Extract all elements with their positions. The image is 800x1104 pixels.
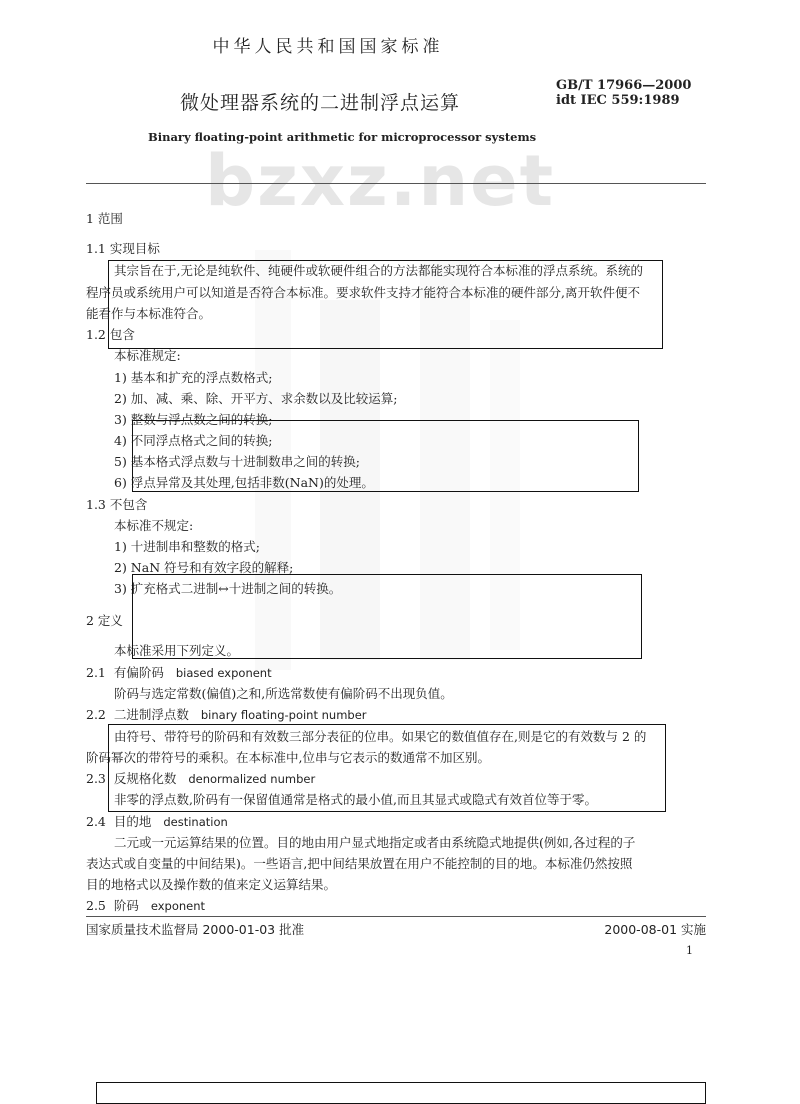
definition-term-english: exponent bbox=[150, 899, 206, 913]
highlight-box bbox=[132, 420, 639, 492]
document-title: 微处理器系统的二进制浮点运算 bbox=[180, 92, 461, 114]
definition-term-english: destination bbox=[163, 815, 228, 829]
watermark: bzxz.net bbox=[205, 140, 556, 222]
definition-heading bbox=[86, 706, 706, 724]
definition-number: 2.3 bbox=[86, 771, 106, 786]
list-item: 6) 浮点异常及其处理,包括非数(NaN)的处理。 bbox=[114, 475, 374, 490]
paragraph-line: 本标准采用下列定义。 bbox=[114, 643, 240, 658]
approval-line: 国家质量技术监督局 2000-01-03 批准 bbox=[86, 922, 305, 937]
definition-term-english: binary floating-point number bbox=[200, 708, 367, 722]
paragraph-line: 表达式或自变量的中间结果)。一些语言,把中间结果放置在用户不能控制的目的地。本标准仍然按照 bbox=[86, 856, 633, 871]
definition-number: 2.5 bbox=[86, 898, 106, 913]
effective-date: 2000-08-01 实施 bbox=[604, 922, 706, 937]
next-page-frame bbox=[96, 1082, 706, 1104]
definition-term: 二进制浮点数 bbox=[113, 707, 189, 722]
paragraph-line: 非零的浮点数,阶码有一保留值通常是格式的最小值,而且其显式或隐式有效首位等于零。 bbox=[114, 792, 597, 807]
section-1-heading: 1 范围 bbox=[86, 211, 123, 226]
list-item: 3) 扩充格式二进制↔十进制之间的转换。 bbox=[114, 581, 342, 596]
highlight-box bbox=[108, 724, 666, 812]
footer-divider bbox=[86, 916, 706, 917]
paragraph-line: 其宗旨在于,无论是纯软件、纯硬件或软硬件组合的方法都能实现符合本标准的浮点系统。系统的 bbox=[114, 263, 643, 278]
section-1-2-heading: 1.2 包含 bbox=[86, 327, 135, 342]
definition-term: 阶码 bbox=[113, 898, 139, 913]
section-2-heading: 2 定义 bbox=[86, 613, 123, 628]
list-item: 1) 十进制串和整数的格式; bbox=[114, 539, 261, 554]
definition-heading bbox=[86, 813, 706, 831]
definition-number: 2.4 bbox=[86, 814, 106, 829]
standard-code: GB/T 17966—2000 idt IEC 559:1989 bbox=[556, 78, 692, 108]
list-item: 2) 加、减、乘、除、开平方、求余数以及比较运算; bbox=[114, 391, 398, 406]
definition-heading bbox=[86, 664, 706, 682]
list-item: 2) NaN 符号和有效字段的解释; bbox=[114, 560, 294, 575]
paragraph-line: 程序员或系统用户可以知道是否符合本标准。要求软件支持才能符合本标准的硬件部分,离开软件便不 bbox=[86, 285, 640, 300]
definition-term: 目的地 bbox=[113, 814, 152, 829]
highlight-box bbox=[132, 574, 642, 659]
paragraph-line: 阶码幂次的带符号的乘积。在本标准中,位串与它表示的数通常不加区别。 bbox=[86, 750, 490, 765]
list-item: 4) 不同浮点格式之间的转换; bbox=[114, 433, 273, 448]
definition-term: 有偏阶码 bbox=[113, 665, 164, 680]
definition-heading bbox=[86, 897, 706, 915]
paragraph-line: 二元或一元运算结果的位置。目的地由用户显式地指定或者由系统隐式地提供(例如,各过程的子 bbox=[114, 835, 636, 850]
country-heading: 中华人民共和国国家标准 bbox=[212, 37, 444, 57]
paragraph-line: 阶码与选定常数(偏值)之和,所选常数使有偏阶码不出现负值。 bbox=[114, 686, 453, 701]
definition-number: 2.2 bbox=[86, 707, 106, 722]
definition-number: 2.1 bbox=[86, 665, 106, 680]
paragraph-line: 能看作与本标准符合。 bbox=[86, 306, 212, 321]
paragraph-line: 本标准规定: bbox=[114, 348, 181, 363]
paragraph-line: 目的地格式以及操作数的值来定义运算结果。 bbox=[86, 877, 337, 892]
list-item: 5) 基本格式浮点数与十进制数串之间的转换; bbox=[114, 454, 361, 469]
definition-term-english: biased exponent bbox=[175, 666, 272, 680]
section-1-1-heading: 1.1 实现目标 bbox=[86, 241, 160, 256]
english-title: Binary floating-point arithmetic for microprocessor systems bbox=[148, 130, 537, 144]
list-item: 3) 整数与浮点数之间的转换; bbox=[114, 412, 273, 427]
section-1-3-heading: 1.3 不包含 bbox=[86, 497, 148, 512]
list-item: 1) 基本和扩充的浮点数格式; bbox=[114, 370, 273, 385]
paragraph-line: 本标准不规定: bbox=[114, 518, 194, 533]
definition-term: 反规格化数 bbox=[113, 771, 177, 786]
header-divider bbox=[86, 183, 706, 184]
definition-term-english: denormalized number bbox=[188, 772, 316, 786]
paragraph-line: 由符号、带符号的阶码和有效数三部分表征的位串。如果它的数值值存在,则是它的有效数与 2 的 bbox=[114, 729, 647, 744]
page-number: 1 bbox=[686, 944, 693, 957]
